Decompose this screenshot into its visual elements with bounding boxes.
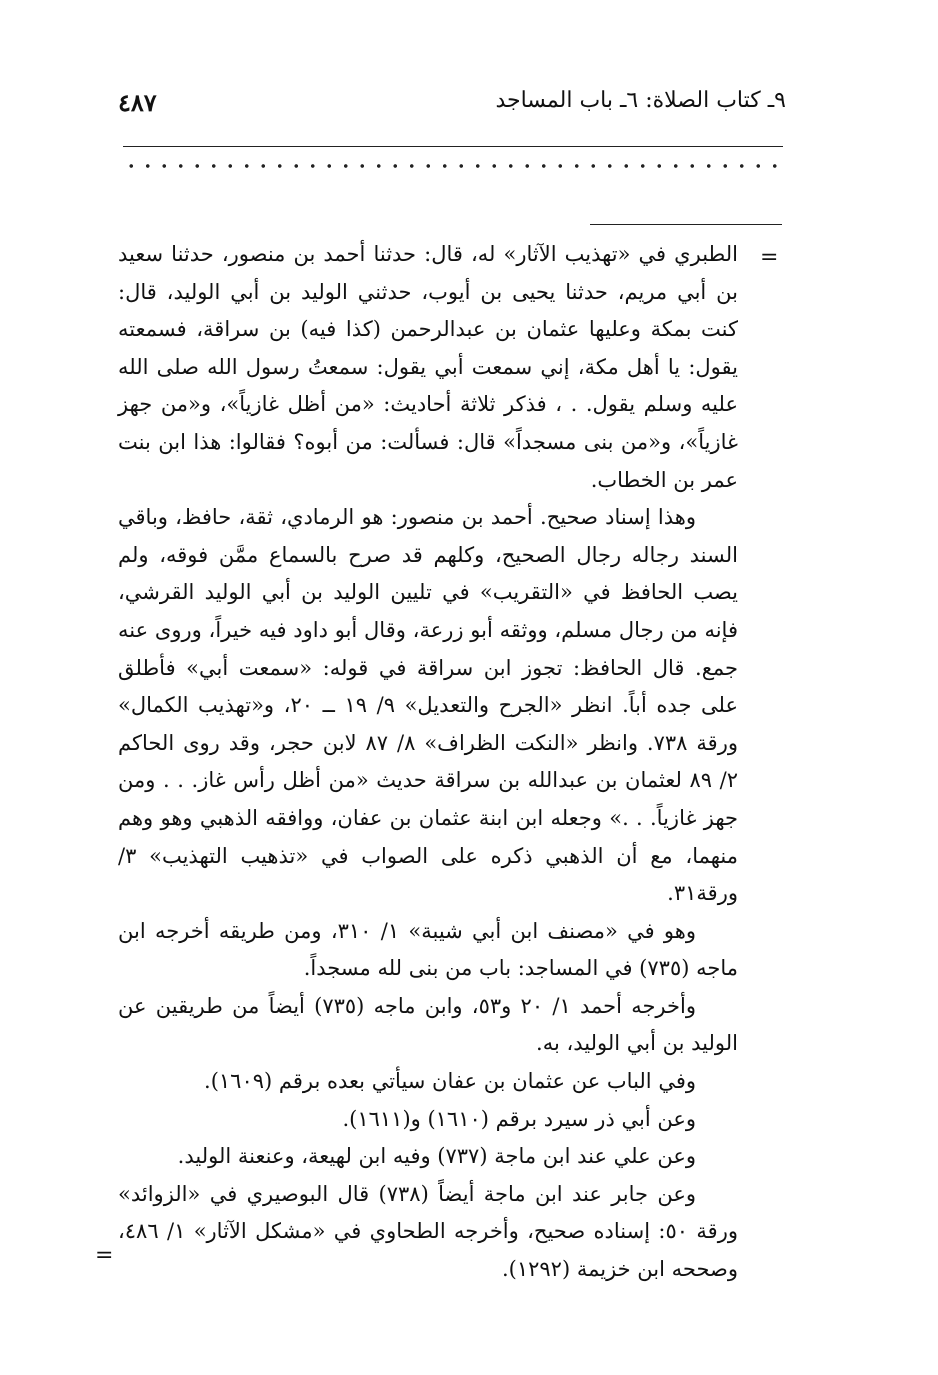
footnote-paragraph: وعن جابر عند ابن ماجة أيضاً (٧٣٨) قال البوصيري في «الزوائد» ورقة ٥٠: إسناده صحيح، وأخرجه الطحاوي في «مشكل الآثار» ١/ ٤٨٦، وصححه ابن خزيمة (١٢٩٢). — [118, 1181, 738, 1282]
footnote-paragraph: وفي الباب عن عثمان بن عفان سيأتي بعده برقم (١٦٠٩). — [204, 1069, 696, 1094]
footnote-paragraph: وأخرجه أحمد ١/ ٢٠ و٥٣، وابن ماجه (٧٣٥) أيضاً من طريقين عن الوليد بن أبي الوليد، به. — [118, 993, 738, 1056]
footnote-paragraph: وهذا إسناد صحيح. أحمد بن منصور: هو الرمادي، ثقة، حافظ، وباقي السند رجاله رجال الصحيح، وكلهم قد صرح بالسماع ممَّن فوقه، ولم يصب الحافظ في «التقريب» في تليين الوليد بن أبي الوليد القرشي، فإنه من رجال مسلم، ووثقه أبو زرعة، وقال أبو داود فيه خيراً، وروى عنه جمع. قال الحافظ: تجوز ابن سراقة في قوله: «سمعت أبي» فأطلق على جده أباً. انظر «الجرح والتعديل» ٩/ ١٩ ــ ٢٠، و«تهذيب الكمال» ورقة ٧٣٨. وانظر «النكت الظراف» ٨/ ٨٧ لابن حجر، وقد روى الحاكم ٢/ ٨٩ لعثمان بن عبدالله بن سراقة حديث «من أظل رأس غاز. . . ومن جهز غازياً. . .» وجعله ابن ابنة عثمان بن عفان، ووافقه الذهبي وهو وهم منهما، مع أن الذهبي ذكره على الصواب في «تذهيب التهذيب» ٣/ورقة٣١. — [118, 505, 739, 906]
running-header — [118, 88, 786, 130]
dotted-separator — [123, 158, 783, 174]
footnote-paragraph: الطبري في «تهذيب الآثار» له، قال: حدثنا أحمد بن منصور، حدثنا سعيد بن أبي مريم، حدثنا يحيى بن أيوب، حدثني الوليد بن أبي الوليد، قال: كنت بمكة وعليها عثمان بن عبدالرحمن (كذا فيه) بن سراقة، فسمعته يقول: يا أهل مكة، إني سمعت أبي يقول: سمعتُ رسول الله صلى الله عليه وسلم يقول. . ، فذكر ثلاثة أحاديث: «من أظل غازياً»، و«من جهز غازياً»، و«من بنى مسجداً» قال: فسألت: من أبوه؟ فقالوا: هذا ابن بنت عمر بن الخطاب. — [118, 242, 738, 492]
footnote-body — [118, 236, 738, 1289]
continuation-mark: = — [760, 245, 779, 270]
header-rule — [123, 146, 783, 147]
footnote-paragraph: وعن علي عند ابن ماجة (٧٣٧) وفيه ابن لهيعة، وعنعنة الوليد. — [177, 1144, 696, 1169]
page-number: ٤٨٧ — [118, 88, 157, 117]
chapter-section-title: ٩ـ كتاب الصلاة: ٦ـ باب المساجد — [495, 88, 786, 113]
footnote-rule — [590, 224, 782, 225]
footnote-paragraph: وهو في «مصنف ابن أبي شيبة» ١/ ٣١٠، ومن طريقه أخرجه ابن ماجه (٧٣٥) في المساجد: باب من بنى لله مسجداً. — [118, 918, 738, 981]
continues-next-page-mark: = — [95, 1243, 114, 1268]
footnote-paragraph: وعن أبي ذر سيرد برقم (١٦١٠) و(١٦١١). — [342, 1106, 696, 1131]
